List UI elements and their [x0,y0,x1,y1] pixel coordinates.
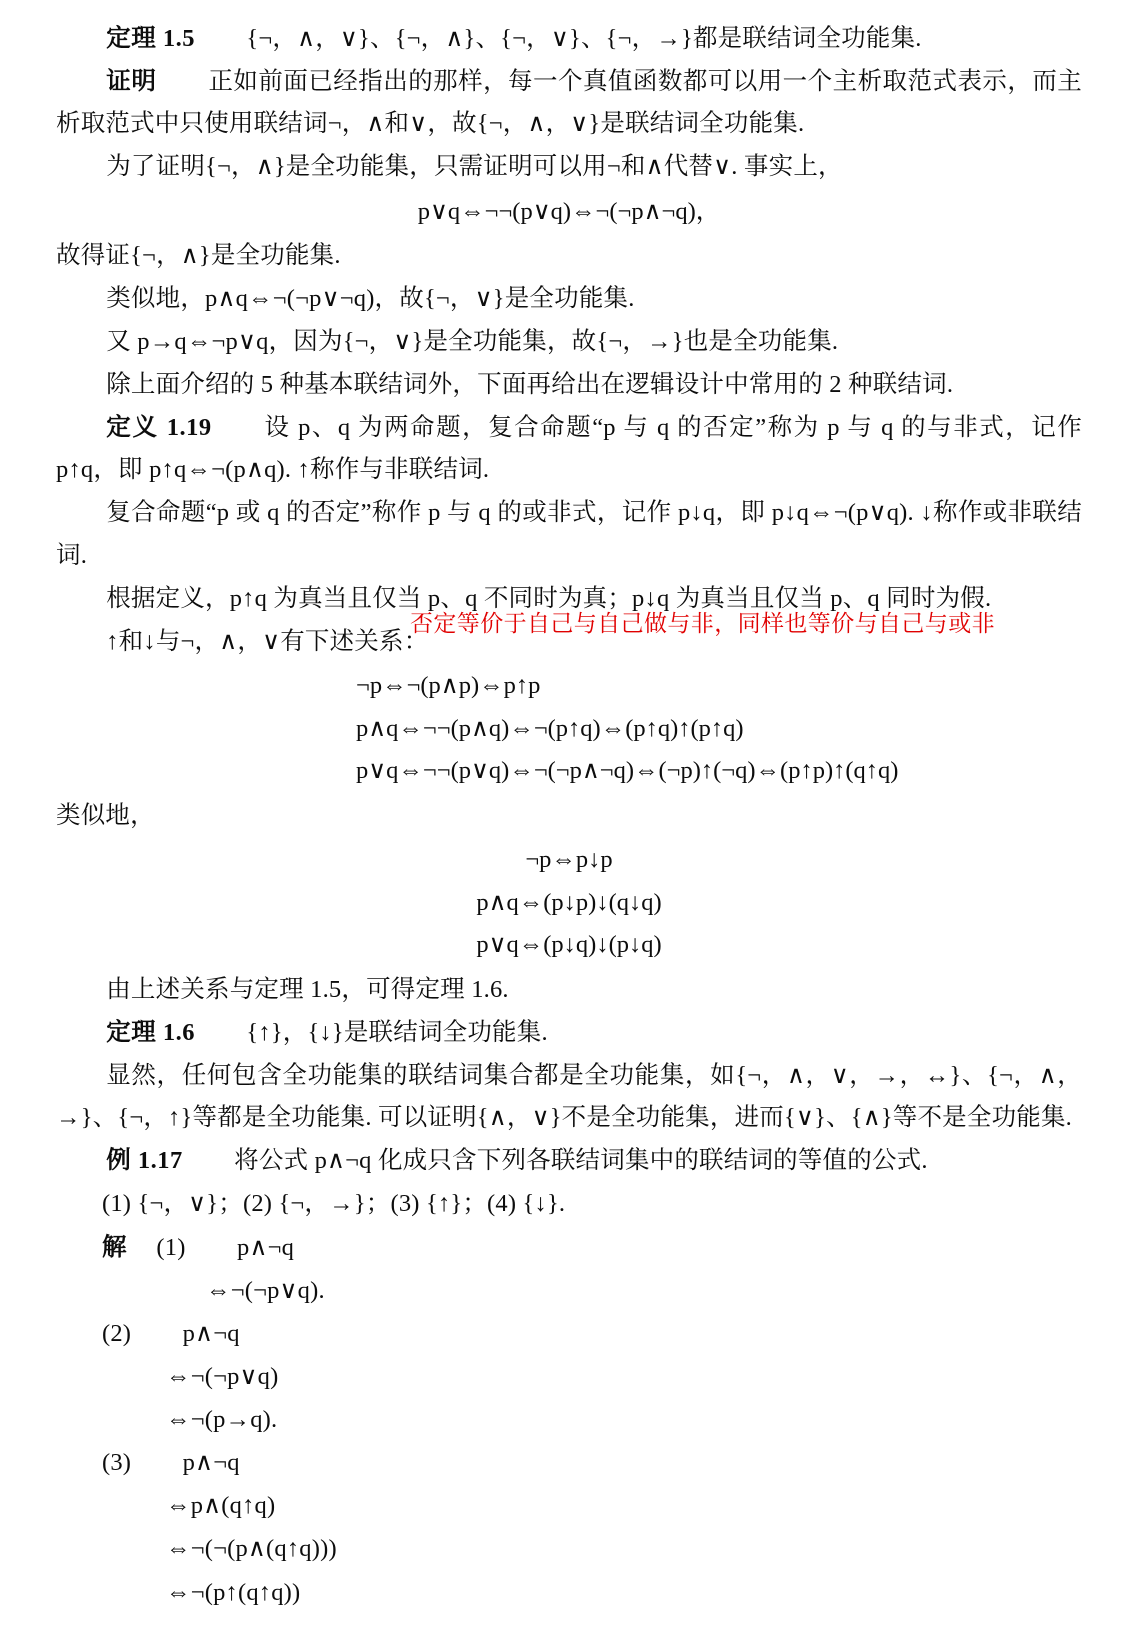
solution-1-line-1: p∧¬q [237,1233,295,1261]
solution-3-line-4: ⇔¬(p↑(q↑q)) [166,1578,301,1606]
after-nor-text: 由上述关系与定理 1.5，可得定理 1.6. [106,975,509,1003]
theorem-1-5-label: 定理 1.5 [106,25,195,52]
proof-paragraph-1 [56,61,1082,145]
handwritten-annotation: 否定等价于自己与自己做与非，同样也等价与自己与或非 [410,610,995,636]
solution-line-1 [56,1227,1082,1269]
theorem-1-5-text: {¬，∧，∨}、{¬，∧}、{¬，∨}、{¬，→}都是联结词全功能集. [246,25,922,52]
definition-1-19-label: 定义 1.19 [106,414,212,442]
theorem-1-6 [56,1012,1082,1054]
solution-3-num: (3) [102,1449,132,1477]
example-1-17-items: (1) {¬，∨}；(2) {¬，→}；(3) {↑}；(4) {↓}. [102,1190,566,1218]
solution-3-line-3: ⇔¬(¬(p∧(q↑q))) [166,1535,337,1563]
example-1-17-text: 将公式 p∧¬q 化成只含下列各联结词集中的联结词的等值的公式. [234,1147,928,1175]
proof-paragraph-2: 为了证明{¬，∧}是全功能集，只需证明可以用¬和∧代替∨. 事实上， [106,153,843,181]
solution-2-num: (2) [102,1319,132,1347]
nand-equation-group [56,665,1082,793]
nand-equation-1: ¬p⇔¬(p∧p)⇔p↑p [356,671,541,699]
solution-3-line-2: ⇔p∧(q↑q) [166,1492,276,1520]
nand-equation-2: p∧q⇔¬¬(p∧q)⇔¬(p↑q)⇔(p↑q)↑(p↑q) [356,714,744,742]
proof-paragraph-6: 除上面介绍的 5 种基本联结词外，下面再给出在逻辑设计中常用的 2 种联结词. [106,371,954,398]
theorem-1-6-label: 定理 1.6 [106,1018,195,1046]
definition-1-19-part-b: 复合命题“p 或 q 的否定”称作 p 与 q 的或非式，记作 p↓q，即 p↓q⇔¬(p∨q). ↓称作或非联结词. [56,499,1082,569]
solution-2-header [56,1313,1082,1355]
definition-1-19 [56,407,1082,491]
proof-paragraph-3: 故得证{¬，∧}是全功能集. [56,241,341,269]
solution-3-header [56,1442,1082,1484]
nor-equation-group [56,839,1082,967]
nor-equation-3: p∨q⇔(p↓q)↓(p↓q) [476,931,662,959]
solution-1-line-2: ⇔¬(¬p∨q). [206,1276,325,1304]
solution-3-line-1: p∧¬q [182,1449,240,1477]
nand-equation-3: p∨q⇔¬¬(p∨q)⇔¬(¬p∧¬q)⇔(¬p)↑(¬q)⇔(p↑p)↑(q↑q) [356,757,899,785]
relations-intro: ↑和↓与¬，∧，∨有下述关系： [106,627,429,655]
proof-paragraph-5: 又 p→q⇔¬p∨q，因为{¬，∨}是全功能集，故{¬，→}也是全功能集. [106,327,839,355]
solution-2-line-3: ⇔¬(p→q). [166,1406,278,1433]
definition-1-19-part-c: 根据定义，p↑q 为真当且仅当 p、q 不同时为真；p↓q 为真当且仅当 p、q 同时为假. [106,584,992,612]
example-1-17 [56,1140,1082,1182]
equation-pvq: p∨q⇔¬¬(p∨q)⇔¬(¬p∧¬q)， [417,197,721,225]
proof-text-1: 正如前面已经指出的那样，每一个真值函数都可以用一个主析取范式表示，而主析取范式中只使用联结词¬，∧和∨，故{¬，∧，∨}是联结词全功能集. [56,68,1083,138]
nor-equation-2: p∧q⇔(p↓p)↓(q↓q) [476,888,662,916]
theorem-1-5 [56,18,1082,60]
solution-2-line-2: ⇔¬(¬p∨q) [166,1362,279,1390]
solution-label: 解 [102,1233,127,1261]
theorem-1-6-text: {↑}，{↓}是联结词全功能集. [246,1018,548,1046]
proof-paragraph-4: 类似地，p∧q⇔¬(¬p∨¬q)，故{¬，∨}是全功能集. [106,284,635,312]
example-1-17-label: 例 1.17 [106,1147,183,1175]
nor-equation-1: ¬p⇔p↓p [525,845,613,873]
obvious-paragraph: 显然，任何包含全功能集的联结词集合都是全功能集，如{¬，∧，∨，→，↔}、{¬，∧，→}、{¬，↑}等都是全功能集. 可以证明{∧，∨}不是全功能集，进而{∨}、{∧}等不是全功能集. [56,1062,1082,1132]
definition-1-19-text: 设 p、q 为两命题，复合命题“p 与 q 的否定”称为 p 与 q 的与非式，记作 p↑q，即 p↑q⇔¬(p∧q). ↑称作与非联结词. [56,414,1082,484]
similar-label: 类似地， [56,801,155,829]
solution-2-line-1: p∧¬q [182,1319,240,1347]
proof-label: 证明 [106,68,157,96]
solution-1-num: (1) [156,1233,186,1261]
